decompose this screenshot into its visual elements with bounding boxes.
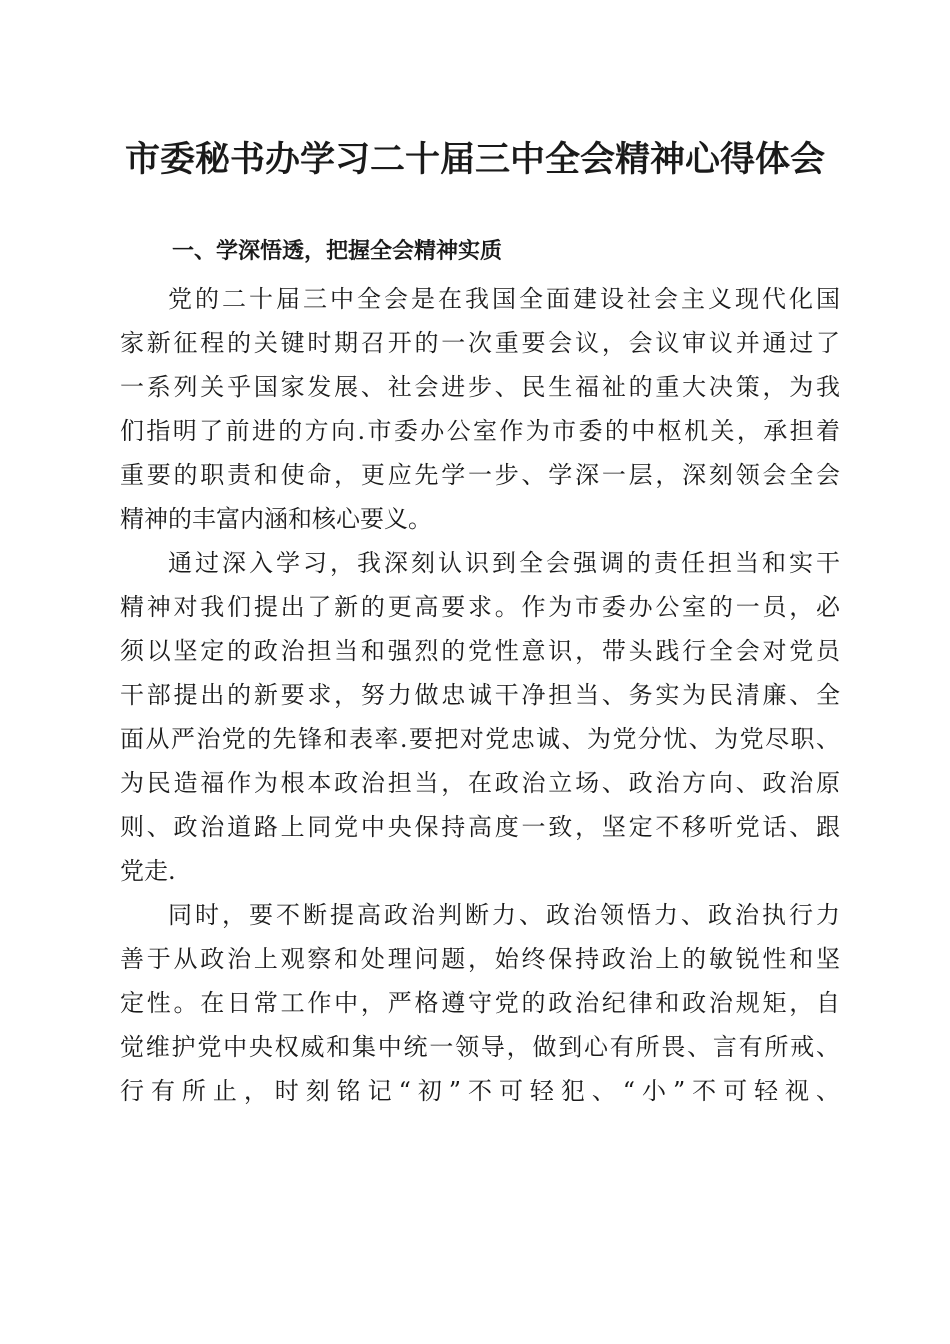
paragraph-line: 须以坚定的政治担当和强烈的党性意识，带头践行全会对党员 [120,637,840,665]
paragraph-line: 为民造福作为根本政治担当，在政治立场、政治方向、政治原 [120,769,840,797]
paragraph-line: 同时，要不断提高政治判断力、政治领悟力、政治执行力 [168,901,840,929]
paragraph-line: 家新征程的关键时期召开的一次重要会议，会议审议并通过了 [120,329,840,357]
paragraph-line: 行有所止，时刻铭记“初”不可轻犯、“小”不可轻视、 [120,1077,840,1105]
paragraph-line: 善于从政治上观察和处理问题，始终保持政治上的敏锐性和坚 [120,945,840,973]
paragraph-line: 面从严治党的先锋和表率.要把对党忠诚、为党分忧、为党尽职、 [120,725,840,753]
paragraph-line: 干部提出的新要求，努力做忠诚干净担当、务实为民清廉、全 [120,681,840,709]
paragraph-line: 一系列关乎国家发展、社会进步、民生福祉的重大决策，为我 [120,373,840,401]
paragraph-line: 则、政治道路上同党中央保持高度一致，坚定不移听党话、跟 [120,813,840,841]
document-title: 市委秘书办学习二十届三中全会精神心得体会 [124,139,825,180]
paragraph-line: 们指明了前进的方向.市委办公室作为市委的中枢机关，承担着 [120,417,840,445]
paragraph-line: 党的二十届三中全会是在我国全面建设社会主义现代化国 [168,285,840,313]
paragraph-line: 党走. [120,857,176,885]
paragraph-line: 通过深入学习，我深刻认识到全会强调的责任担当和实干 [168,549,840,577]
paragraph-line: 重要的职责和使命，更应先学一步、学深一层，深刻领会全会 [120,461,840,489]
paragraph-line: 定性。在日常工作中，严格遵守党的政治纪律和政治规矩，自 [120,989,840,1017]
paragraph-line: 精神的丰富内涵和核心要义。 [120,505,432,533]
paragraph-line: 精神对我们提出了新的更高要求。作为市委办公室的一员，必 [120,593,840,621]
paragraph-line: 觉维护党中央权威和集中统一领导，做到心有所畏、言有所戒、 [120,1033,840,1061]
section-heading: 一、学深悟透，把握全会精神实质 [172,239,503,264]
